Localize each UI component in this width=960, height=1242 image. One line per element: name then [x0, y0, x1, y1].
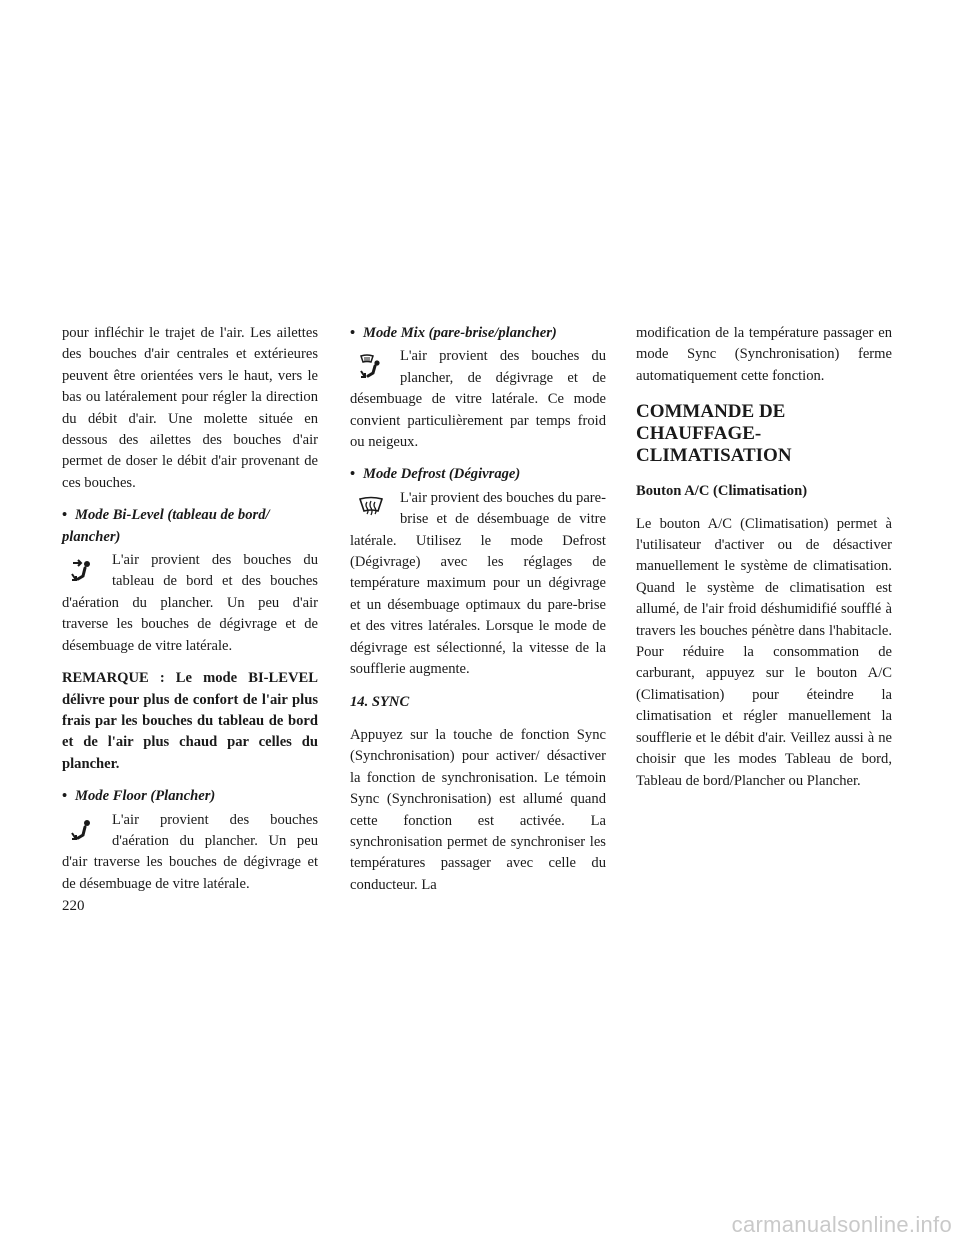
mix-mode-icon: [350, 346, 390, 388]
sync-continued-paragraph: modification de la température passager en mode Sync (Synchronisation) ferme automatiquement cette fonction.: [636, 325, 892, 384]
floor-mode-icon: [62, 810, 102, 852]
bullet-dot: •: [62, 788, 68, 805]
ac-paragraph: Le bouton A/C (Climatisation) permet à l'utilisateur d'activer ou de désactiver manuellement le système de climatisation. Quand le système de climatisation est allumé, de l'air froid déshumidifié soufflé à travers les bouches pénètre dans l'habitacle. Pour réduire la consommation de carburant, appuyez sur le bouton A/C (Climatisation) pour éteindre la climatisation et régler manuellement la soufflerie et le débit d'air. Veillez aussi à ne choisir que les modes Tableau de bord, Tableau de bord/Plancher ou Plancher.: [636, 515, 892, 789]
watermark: carmanualsonline.info: [731, 1212, 952, 1237]
mix-mode-heading: • Mode Mix (pare-brise/plancher): [350, 323, 606, 344]
bullet-dot: •: [350, 466, 356, 483]
floor-mode-heading: • Mode Floor (Plancher): [62, 786, 318, 807]
bullet-dot: •: [62, 507, 68, 524]
intro-paragraph: pour infléchir le trajet de l'air. Les ailettes des bouches d'air centrales et extérieures peuvent être orientées vers le haut, vers le bas ou latéralement pour régler la direction du débit d'air. Une molette située en dessous des ailettes des bouches d'air permet de doser le débit d'air provenant de ces bouches.: [62, 325, 318, 491]
page-number: 220: [62, 898, 85, 914]
floor-mode-block: L'air provient des bouches d'aération du plancher. Un peu d'air traverse les bouches de dégivrage et de désembuage de vitre latérale.: [62, 811, 318, 892]
column-2: [350, 323, 606, 907]
defrost-mode-block: L'air provient des bouches du pare-brise et de désembuage de vitre latérale. Utilisez le mode Defrost (Dégivrage) avec les réglages de température maximum pour un dégivrage et un désembuage optimaux du pare-brise et des vitres latérales. Lorsque le mode de dégivrage est sélectionné, la vitesse de la soufflerie augmente.: [350, 489, 606, 678]
bilevel-mode-icon: [62, 550, 102, 592]
defrost-mode-icon: [350, 488, 390, 530]
ac-button-heading: Bouton A/C (Climatisation): [636, 483, 808, 500]
column-3: [636, 323, 892, 803]
mix-mode-block: L'air provient des bouches du plancher, de dégivrage et de désembuage de vitre latérale. Ce mode convient particulièrement par temps froid ou neigeux.: [350, 348, 606, 451]
sync-paragraph: Appuyez sur la touche de fonction Sync (Synchronisation) pour activer/ désactiver la fonction de synchronisation. Le témoin Sync (Synchronisation) est allumé quand cette fonction est activée. La synchronisation permet de synchroniser les températures passager avec celle du conducteur. La: [350, 726, 606, 893]
defrost-mode-heading: • Mode Defrost (Dégivrage): [350, 464, 606, 485]
bilevel-mode-heading: • Mode Bi-Level (tableau de bord/ plancher): [62, 507, 270, 545]
sync-heading: 14. SYNC: [350, 693, 410, 710]
remark-note: REMARQUE : Le mode BI-LEVEL délivre pour plus de confort de l'air plus frais par les bouches du tableau de bord et de l'air plus chaud par celles du plancher.: [62, 670, 318, 772]
bullet-dot: •: [350, 325, 356, 341]
column-1: [62, 323, 318, 906]
bilevel-mode-block: L'air provient des bouches du tableau de bord et des bouches d'aération du plancher. Un peu d'air traverse les bouches de dégivrage et de désembuage de vitre latérale.: [62, 552, 318, 654]
section-title: COMMANDE DE CHAUFFAGE-CLIMATISATION: [636, 401, 792, 467]
